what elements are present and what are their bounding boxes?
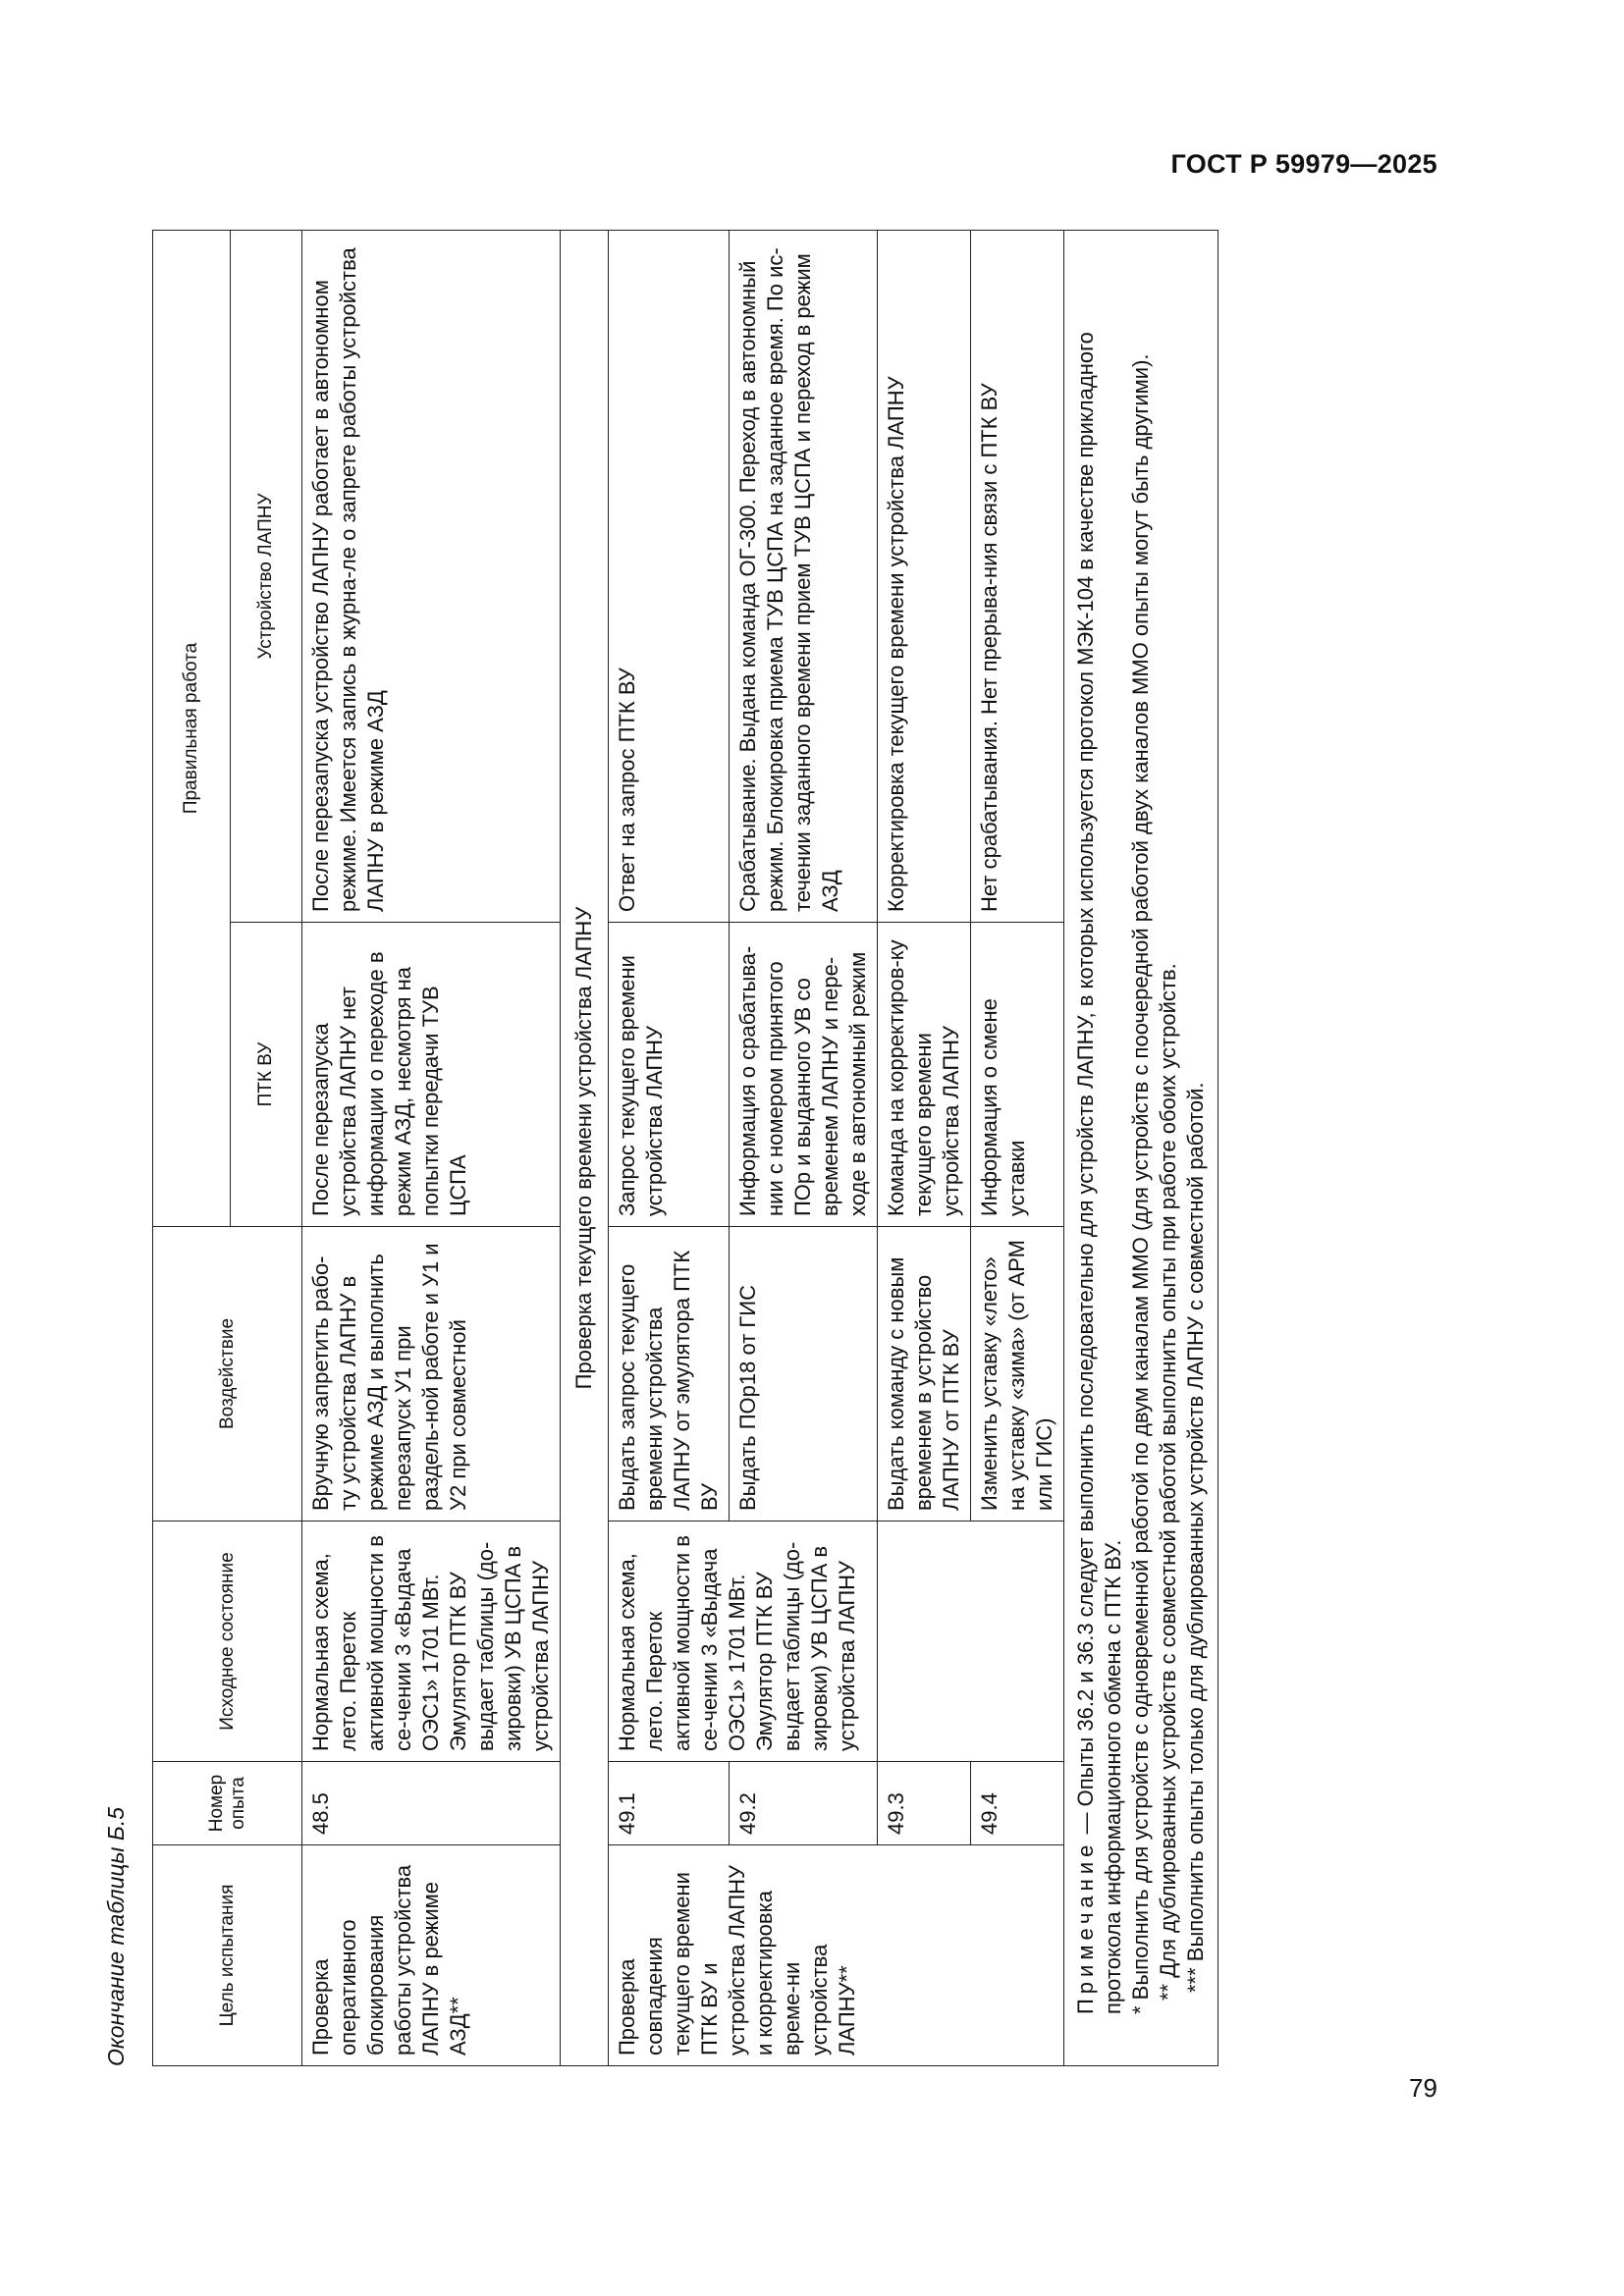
cell-device: Корректировка текущего времени устройства ЛАПНУ (878, 231, 971, 923)
cell-initial: Нормальная схема, лето. Переток активной мощности в се-чении 3 «Выдача ОЭС1» 1701 МВт. Эмулятор ПТК ВУ выдает таблицы (до-зировки) УВ ЦСПА в устройства ЛАПНУ (302, 1522, 561, 1762)
cell-ptk: Команда на корректиров-ку текущего времени устройства ЛАПНУ (878, 923, 971, 1227)
header-ptk: ПТК ВУ (231, 923, 302, 1227)
standard-designation: ГОСТ Р 59979—2025 (1170, 149, 1437, 179)
note-1: * Выполнить для устройств с одновременной работой по двум каналам ММО (для устройств с поочередной работой двух каналов ММО опыты могут быть другими). (1128, 353, 1153, 2014)
cell-ptk: Информация о смене уставки (971, 923, 1064, 1227)
cell-action: Изменить уставку «лето» на уставку «зима» (от АРМ или ГИС) (971, 1227, 1064, 1522)
table-row (609, 231, 730, 2066)
section-title: Проверка текущего времени устройства ЛАПНУ (561, 231, 609, 2066)
cell-number: 49.3 (878, 1762, 971, 1845)
cell-device: Срабатывание. Выдана команда ОГ-300. Переход в автономный режим. Блокировка приема ТУВ ЦСПА на заданное время. По ис-течении заданного времени прием ТУВ ЦСПА и переход в режим АЗД (730, 231, 878, 923)
header-number: Номер опыта (153, 1762, 302, 1845)
test-table (152, 230, 1218, 2066)
cell-ptk: Информация о срабатыва-нии с номером принятого ПОр и выданного УВ со временем ЛАПНУ и пере-ходе в автономный режим (730, 923, 878, 1227)
cell-initial-empty (878, 1522, 1064, 1762)
table-caption: Окончание таблицы Б.5 (103, 1806, 129, 2066)
cell-action: Выдать ПОр18 от ГИС (730, 1227, 878, 1522)
cell-device: Нет срабатывания. Нет прерыва-ния связи с ПТК ВУ (971, 231, 1064, 923)
cell-number: 49.4 (971, 1762, 1064, 1845)
cell-action: Выдать команду с новым временем в устройство ЛАПНУ от ПТК ВУ (878, 1227, 971, 1522)
table-row (878, 231, 971, 2066)
cell-goal: Проверка оперативного блокирования работы устройства ЛАПНУ в режиме АЗД** (302, 1845, 561, 2066)
cell-number: 49.1 (609, 1762, 730, 1845)
notes-row (1064, 231, 1218, 2066)
cell-device: Ответ на запрос ПТК ВУ (609, 231, 730, 923)
table-row (730, 231, 878, 2066)
table-row (971, 231, 1064, 2066)
table-notes (1064, 231, 1218, 2066)
cell-ptk: После перезапуска устройства ЛАПНУ нет информации о переходе в режим АЗД, несмотря на попытки передачи ТУВ ЦСПА (302, 923, 561, 1227)
header-initial-state: Исходное состояние (153, 1522, 302, 1762)
cell-number: 49.2 (730, 1762, 878, 1845)
section-row (561, 231, 609, 2066)
rotated-table-page (98, 44, 1326, 2066)
table-row (302, 231, 561, 2066)
note-2: ** Для дублированных устройств с совместной работой выполнить опыты при работе обоих устройств. (1156, 963, 1180, 2001)
header-correct-operation: Правильная работа (153, 231, 231, 1227)
note-label: Примечание (1073, 1840, 1098, 2014)
note-3: *** Выполнить опыты только для дублированных устройств ЛАПНУ с совместной работой. (1183, 1082, 1208, 1993)
cell-goal: Проверка совпадения текущего времени ПТК ВУ и устройства ЛАПНУ и корректировка време-ни устройства ЛАПНУ** (609, 1845, 1064, 2066)
note-main: Примечание — Опыты 36.2 и 36.3 следует выполнить последовательно для устройств ЛАПНУ, в которых используется протокол МЭК-104 в качестве прикладного протокола информационного обмена с ПТК ВУ. (1073, 332, 1125, 2014)
header-device: Устройство ЛАПНУ (231, 231, 302, 923)
cell-initial: Нормальная схема, лето. Переток активной мощности в се-чении 3 «Выдача ОЭС1» 1701 МВт. Эмулятор ПТК ВУ выдает таблицы (до-зировки) УВ ЦСПА в устройства ЛАПНУ (609, 1522, 878, 1762)
page-number: 79 (1409, 2073, 1437, 2103)
header-action: Воздействие (153, 1227, 302, 1522)
header-goal: Цель испытания (153, 1845, 302, 2066)
cell-action: Вручную запретить рабо-ту устройства ЛАПНУ в режиме АЗД и выполнить перезапуск У1 при раздель-ной работе и У1 и У2 при совместной (302, 1227, 561, 1522)
cell-device: После перезапуска устройство ЛАПНУ работает в автономном режиме. Имеется запись в журна-ле о запрете работы устройства ЛАПНУ в режиме АЗД (302, 231, 561, 923)
cell-ptk: Запрос текущего времени устройства ЛАПНУ (609, 923, 730, 1227)
cell-action: Выдать запрос текущего времени устройства ЛАПНУ от эмулятора ПТК ВУ (609, 1227, 730, 1522)
cell-number: 48.5 (302, 1762, 561, 1845)
